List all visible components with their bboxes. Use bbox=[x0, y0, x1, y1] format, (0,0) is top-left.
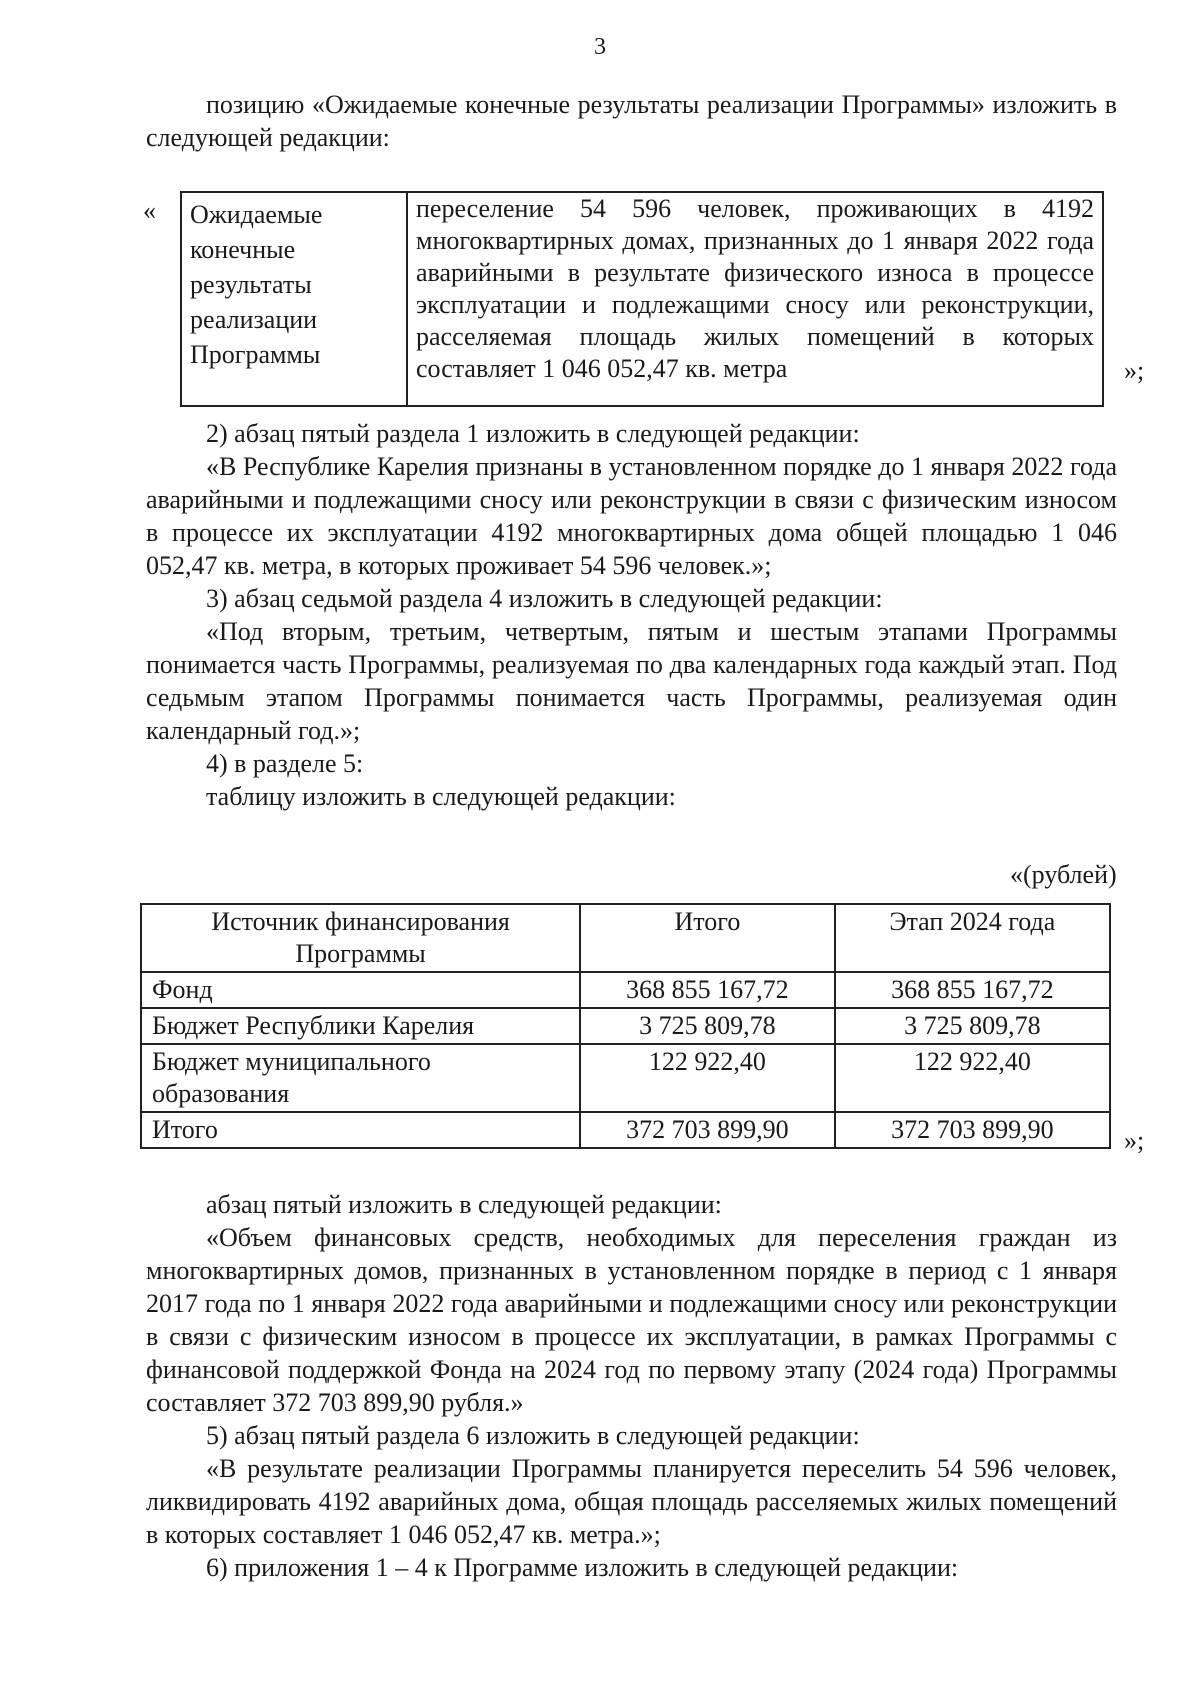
page-number: 3 bbox=[594, 34, 606, 60]
total-cell: 372 703 899,90 bbox=[580, 1112, 834, 1148]
item3-heading: 3) абзац седьмой раздела 4 изложить в следующей редакции: bbox=[206, 584, 883, 613]
table-row bbox=[141, 1044, 1110, 1112]
table-row bbox=[141, 1008, 1110, 1044]
stage-cell: 368 855 167,72 bbox=[835, 972, 1110, 1008]
passport-close-quote: »; bbox=[1124, 356, 1145, 385]
table-intro: таблицу изложить в следующей редакции: bbox=[206, 782, 676, 811]
passport-table bbox=[180, 191, 1104, 407]
item6-heading: 6) приложения 1 – 4 к Программе изложить в следующей редакции: bbox=[206, 1553, 959, 1582]
passport-open-quote: « bbox=[143, 196, 156, 225]
column-header: Этап 2024 года bbox=[835, 904, 1110, 972]
stage-cell: 3 725 809,78 bbox=[835, 1008, 1110, 1044]
total-cell: 368 855 167,72 bbox=[580, 972, 834, 1008]
item2-text: «В Республике Карелия признаны в установленном порядке до 1 января 2022 года аварийными и подлежащими сносу или реконструкции в связи с физическим износом в процессе их эксплуатации 4192 многоквартирных дома общей площадью 1 046 052,47 кв. метра, в которых проживает 54 596 человек.»; bbox=[146, 452, 1117, 580]
table-row bbox=[141, 1112, 1110, 1148]
item5-heading: 5) абзац пятый раздела 6 изложить в следующей редакции: bbox=[206, 1421, 860, 1450]
total-cell: 122 922,40 bbox=[580, 1044, 834, 1112]
table-row bbox=[181, 192, 1103, 406]
source-cell: Бюджет Республики Карелия bbox=[141, 1008, 580, 1044]
item2-heading: 2) абзац пятый раздела 1 изложить в следующей редакции: bbox=[206, 419, 860, 448]
item4-heading: 4) в разделе 5: bbox=[206, 749, 364, 778]
table-close-quote: »; bbox=[1124, 1126, 1145, 1155]
total-cell: 3 725 809,78 bbox=[580, 1008, 834, 1044]
finance-table bbox=[140, 903, 1111, 1149]
stage-cell: 372 703 899,90 bbox=[835, 1112, 1110, 1148]
unit-label: «(рублей) bbox=[1010, 860, 1117, 889]
intro-paragraph: позицию «Ожидаемые конечные результаты реализации Программы» изложить в следующей редакции: bbox=[146, 90, 1117, 152]
table-header-row bbox=[141, 904, 1110, 972]
item5-text: «В результате реализации Программы планируется переселить 54 596 человек, ликвидировать 4192 аварийных дома, общая площадь расселяемых жилых помещений в которых составляет 1 046 052,47 кв. метра.»; bbox=[146, 1454, 1117, 1549]
column-header: Источник финансирования Программы bbox=[141, 904, 580, 972]
passport-label-cell: Ожидаемые конечные результаты реализации Программы bbox=[181, 192, 407, 406]
source-cell: Фонд bbox=[141, 972, 580, 1008]
table-row bbox=[141, 972, 1110, 1008]
passport-text-cell: переселение 54 596 человек, проживающих в 4192 многоквартирных домах, признанных до 1 января 2022 года аварийными в результате физического износа в процессе эксплуатации и подлежащими сносу или реконструкции, расселяемая площадь жилых помещений в которых составляет 1 046 052,47 кв. метра bbox=[407, 192, 1103, 406]
source-cell: Итого bbox=[141, 1112, 580, 1148]
para5-text: «Объем финансовых средств, необходимых для переселения граждан из многоквартирных домов, признанных в установленном порядке в период с 1 января 2017 года по 1 января 2022 года аварийными и подлежащими сносу или реконструкции в связи с физическим износом в процессе их эксплуатации, в рамках Программы с финансовой поддержкой Фонда на 2024 год по первому этапу (2024 года) Программы составляет 372 703 899,90 рубля.» bbox=[146, 1223, 1117, 1417]
item3-text: «Под вторым, третьим, четвертым, пятым и шестым этапами Программы понимается часть Программы, реализуемая по два календарных года каждый этап. Под седьмым этапом Программы понимается часть Программы, реализуемая один календарный год.»; bbox=[146, 617, 1117, 745]
stage-cell: 122 922,40 bbox=[835, 1044, 1110, 1112]
column-header: Итого bbox=[580, 904, 834, 972]
source-cell: Бюджет муниципального образования bbox=[141, 1044, 580, 1112]
para5-intro: абзац пятый изложить в следующей редакции: bbox=[206, 1190, 722, 1219]
